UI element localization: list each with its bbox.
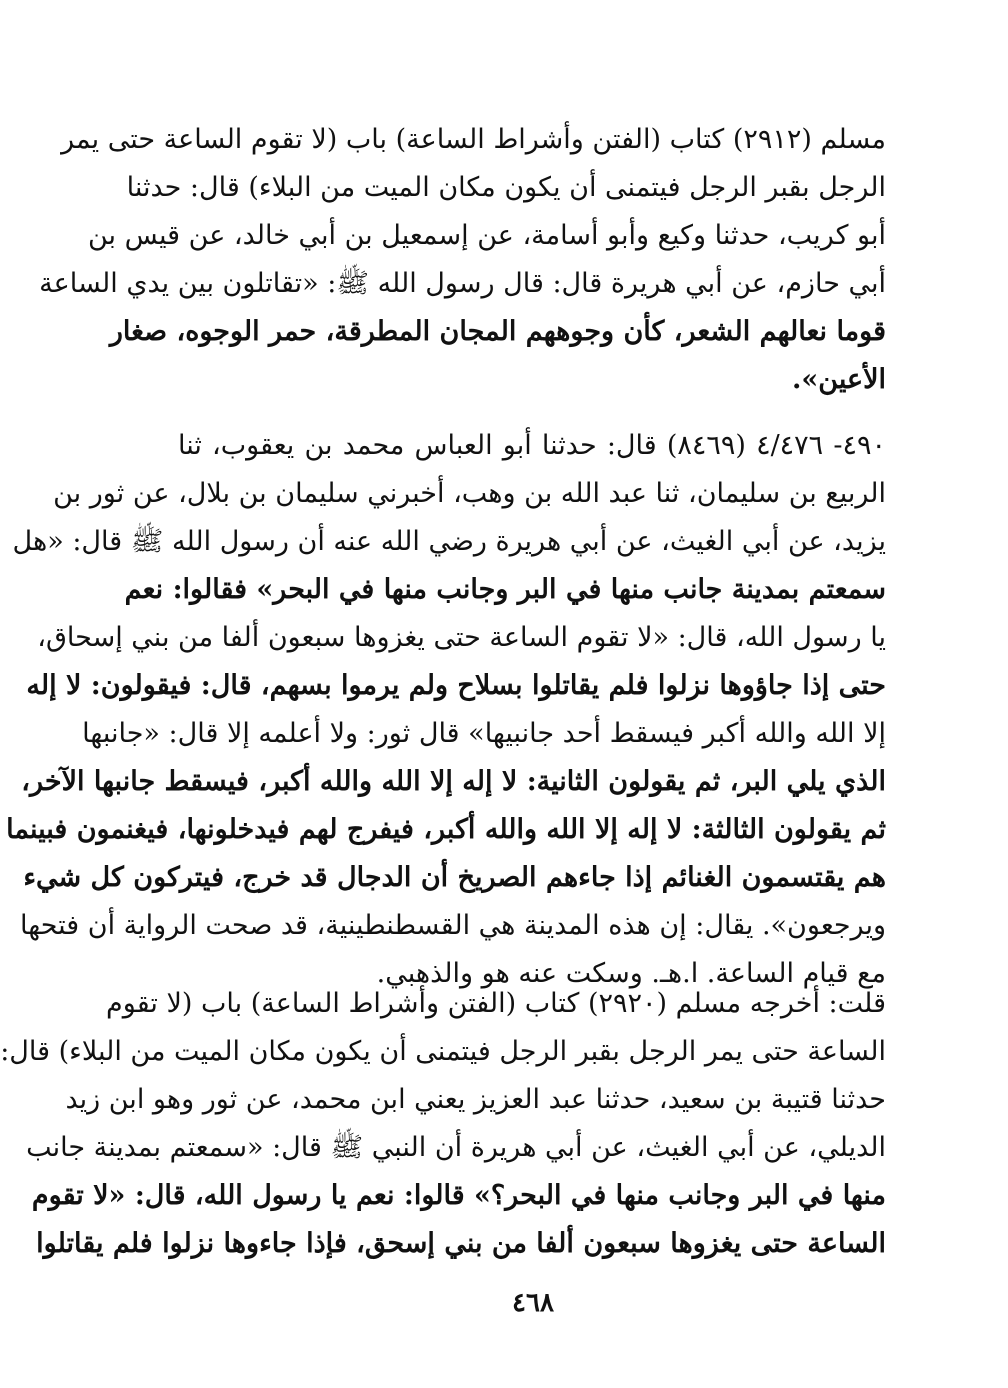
page-number: ٤٦٨ bbox=[512, 1288, 554, 1318]
text-line: ٤٩٠- ٤/٤٧٦ (٨٤٦٩) قال: حدثنا أبو العباس محمد بن يعقوب، ثنا bbox=[178, 430, 886, 461]
text-line: الذي يلي البر، ثم يقولون الثانية: لا إله إلا الله والله أكبر، فيسقط جانبها الآخر، bbox=[21, 766, 886, 797]
text-line: قلت: أخرجه مسلم (٢٩٢٠) كتاب (الفتن وأشراط الساعة) باب (لا تقوم bbox=[106, 988, 886, 1019]
text-line: الربيع بن سليمان، ثنا عبد الله بن وهب، أخبرني سليمان بن بلال، عن ثور بن bbox=[53, 478, 886, 509]
text-line: الساعة حتى يغزوها سبعون ألفا من بني إسحق، فإذا جاءوها نزلوا فلم يقاتلوا bbox=[36, 1228, 886, 1259]
text-line: منها في البر وجانب منها في البحر؟» قالوا: نعم يا رسول الله، قال: «لا تقوم bbox=[31, 1180, 886, 1211]
text-line: الديلي، عن أبي الغيث، عن أبي هريرة أن النبي ﷺ قال: «سمعتم بمدينة جانب bbox=[26, 1132, 886, 1163]
text-line: أبي حازم، عن أبي هريرة قال: قال رسول الله ﷺ: «تقاتلون بين يدي الساعة bbox=[39, 268, 886, 299]
text-line: إلا الله والله أكبر فيسقط أحد جانبيها» قال ثور: ولا أعلمه إلا قال: «جانبها bbox=[82, 718, 886, 749]
text-line: ويرجعون». يقال: إن هذه المدينة هي القسطنطينية، قد صحت الرواية أن فتحها bbox=[20, 910, 886, 941]
text-line: قوما نعالهم الشعر، كأن وجوههم المجان المطرقة، حمر الوجوه، صغار bbox=[109, 316, 886, 347]
text-line: مع قيام الساعة. ا.هـ. وسكت عنه هو والذهبي. bbox=[376, 958, 886, 989]
text-line: سمعتم بمدينة جانب منها في البر وجانب منها في البحر» فقالوا: نعم bbox=[124, 574, 886, 605]
text-line: أبو كريب، حدثنا وكيع وأبو أسامة، عن إسمعيل بن أبي خالد، عن قيس بن bbox=[87, 220, 886, 251]
paragraph-muslim-reference bbox=[39, 116, 886, 404]
paragraph-hadith-490 bbox=[6, 422, 886, 998]
text-line: هم يقتسمون الغنائم إذا جاءهم الصريخ أن الدجال قد خرج، فيتركون كل شيء bbox=[23, 862, 886, 893]
text-line: يا رسول الله، قال: «لا تقوم الساعة حتى يغزوها سبعون ألفا من بني إسحاق، bbox=[37, 622, 886, 653]
text-line: يزيد، عن أبي الغيث، عن أبي هريرة رضي الله عنه أن رسول الله ﷺ قال: «هل bbox=[12, 526, 886, 557]
text-line: الساعة حتى يمر الرجل بقبر الرجل فيتمنى أن يكون مكان الميت من البلاء) قال: bbox=[0, 1036, 886, 1067]
text-line: ثم يقولون الثالثة: لا إله إلا الله والله أكبر، فيفرج لهم فيدخلونها، فيغنمون فبينما bbox=[6, 814, 886, 845]
text-line: الرجل بقبر الرجل فيتمنى أن يكون مكان الميت من البلاء) قال: حدثنا bbox=[126, 172, 886, 203]
text-line: حتى إذا جاؤوها نزلوا فلم يقاتلوا بسلاح ولم يرموا بسهم، قال: فيقولون: لا إله bbox=[26, 670, 886, 701]
paragraph-commentary bbox=[0, 980, 886, 1268]
text-line: مسلم (٢٩١٢) كتاب (الفتن وأشراط الساعة) باب (لا تقوم الساعة حتى يمر bbox=[61, 124, 886, 155]
text-line: حدثنا قتيبة بن سعيد، حدثنا عبد العزيز يعني ابن محمد، عن ثور وهو ابن زيد bbox=[65, 1084, 886, 1115]
text-line: الأعين». bbox=[792, 364, 886, 395]
